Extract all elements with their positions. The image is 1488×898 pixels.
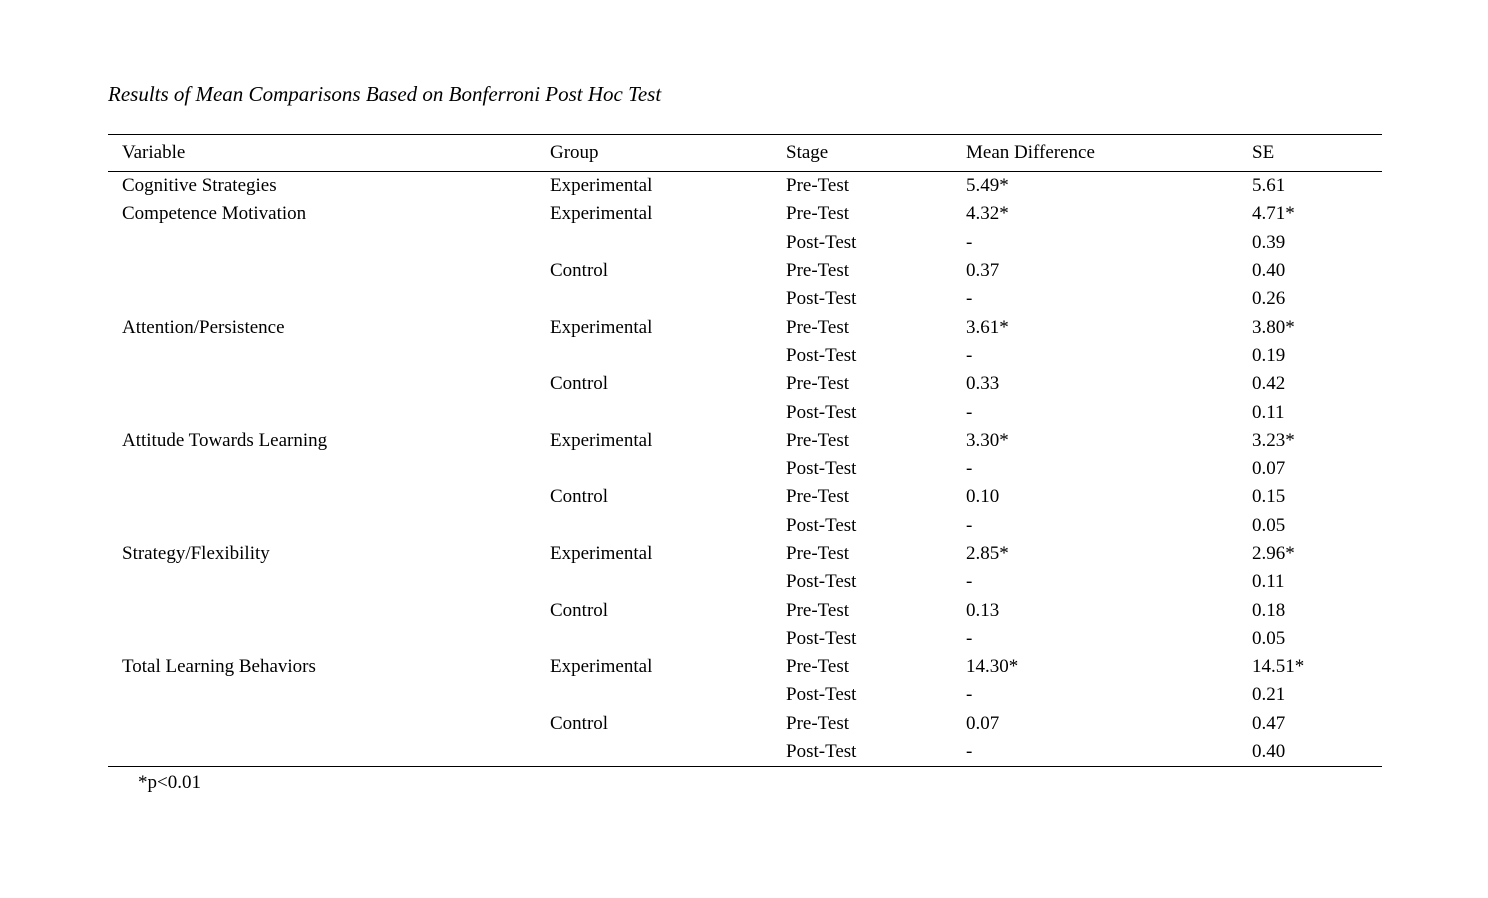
cell-group: Experimental <box>550 656 653 678</box>
table-row <box>108 398 1382 426</box>
cell-group <box>550 455 786 483</box>
cell-mean-difference: 3.30* <box>966 429 1009 451</box>
cell-group: Control <box>550 599 609 621</box>
cell-mean-difference: - <box>966 627 973 649</box>
column-header-mean-difference: Mean Difference <box>966 142 1095 163</box>
cell-group: Experimental <box>550 203 653 225</box>
cell-stage: Pre-Test <box>786 175 850 197</box>
table-row <box>108 596 1382 624</box>
cell-mean-difference: - <box>966 741 973 763</box>
cell-se: 0.26 <box>1252 288 1286 310</box>
cell-mean-difference: - <box>966 514 973 536</box>
cell-se: 3.23* <box>1252 429 1295 451</box>
cell-stage: Post-Test <box>786 401 857 423</box>
cell-variable: Cognitive Strategies <box>122 175 277 197</box>
table-row <box>108 512 1382 540</box>
cell-group <box>550 342 786 370</box>
cell-stage: Pre-Test <box>786 316 850 338</box>
cell-group <box>550 568 786 596</box>
cell-variable: Attention/Persistence <box>122 316 285 338</box>
cell-se: 0.05 <box>1252 514 1286 536</box>
column-header-variable: Variable <box>122 142 186 163</box>
results-table <box>108 134 1382 767</box>
cell-stage: Post-Test <box>786 231 857 253</box>
cell-variable <box>108 681 550 709</box>
table-row <box>108 229 1382 257</box>
table-row <box>108 285 1382 313</box>
cell-se: 2.96* <box>1252 543 1295 564</box>
cell-group: Experimental <box>550 543 653 564</box>
column-header-se: SE <box>1252 142 1275 163</box>
cell-se: 0.05 <box>1252 627 1286 649</box>
cell-group: Experimental <box>550 316 653 338</box>
cell-stage: Pre-Test <box>786 599 850 621</box>
table-row <box>108 342 1382 370</box>
table-row <box>108 568 1382 596</box>
column-header-group: Group <box>550 142 599 163</box>
cell-group <box>550 625 786 653</box>
cell-mean-difference: 2.85* <box>966 543 1009 564</box>
cell-group <box>550 738 786 767</box>
cell-group: Control <box>550 486 609 508</box>
cell-mean-difference: - <box>966 344 973 366</box>
table-row <box>108 313 1382 341</box>
table-row <box>108 625 1382 653</box>
cell-variable <box>108 342 550 370</box>
cell-variable <box>108 483 550 511</box>
cell-se: 0.47 <box>1252 712 1286 734</box>
cell-variable <box>108 738 550 767</box>
cell-group <box>550 512 786 540</box>
results-table-container <box>108 134 1382 767</box>
cell-stage: Post-Test <box>786 288 857 310</box>
cell-stage: Pre-Test <box>786 429 850 451</box>
cell-se: 0.15 <box>1252 486 1286 508</box>
cell-se: 0.39 <box>1252 231 1286 253</box>
cell-variable <box>108 710 550 738</box>
table-row <box>108 710 1382 738</box>
cell-se: 0.40 <box>1252 741 1286 763</box>
column-header-stage: Stage <box>786 142 829 163</box>
cell-mean-difference: 4.32* <box>966 203 1009 225</box>
cell-mean-difference: - <box>966 571 973 593</box>
cell-group: Control <box>550 260 609 282</box>
cell-group <box>550 285 786 313</box>
table-row <box>108 200 1382 228</box>
cell-se: 0.07 <box>1252 458 1286 480</box>
cell-variable <box>108 398 550 426</box>
table-row <box>108 370 1382 398</box>
cell-variable <box>108 285 550 313</box>
cell-se: 14.51* <box>1252 656 1305 678</box>
cell-variable <box>108 568 550 596</box>
table-row <box>108 257 1382 285</box>
table-body <box>108 172 1382 767</box>
cell-variable <box>108 625 550 653</box>
cell-mean-difference: - <box>966 401 973 423</box>
cell-variable <box>108 229 550 257</box>
cell-mean-difference: 14.30* <box>966 656 1019 678</box>
cell-se: 0.42 <box>1252 373 1286 395</box>
cell-se: 0.21 <box>1252 684 1286 706</box>
cell-stage: Post-Test <box>786 344 857 366</box>
cell-variable <box>108 512 550 540</box>
cell-variable <box>108 257 550 285</box>
cell-stage: Pre-Test <box>786 373 850 395</box>
cell-mean-difference: 0.07 <box>966 712 1000 734</box>
cell-stage: Pre-Test <box>786 543 850 564</box>
cell-mean-difference: 5.49* <box>966 175 1009 197</box>
cell-mean-difference: - <box>966 231 973 253</box>
cell-stage: Post-Test <box>786 514 857 536</box>
table-row <box>108 540 1382 568</box>
cell-se: 4.71* <box>1252 203 1295 225</box>
cell-group: Experimental <box>550 429 653 451</box>
cell-stage: Post-Test <box>786 458 857 480</box>
table-row <box>108 455 1382 483</box>
footnote: *p<0.01 <box>138 772 201 793</box>
table-row <box>108 738 1382 767</box>
cell-stage: Post-Test <box>786 741 857 763</box>
table-title: Results of Mean Comparisons Based on Bonferroni Post Hoc Test <box>108 82 662 106</box>
cell-mean-difference: 0.10 <box>966 486 1000 508</box>
cell-variable: Total Learning Behaviors <box>122 656 316 678</box>
cell-se: 0.11 <box>1252 571 1285 593</box>
cell-stage: Post-Test <box>786 627 857 649</box>
cell-stage: Pre-Test <box>786 486 850 508</box>
cell-stage: Pre-Test <box>786 203 850 225</box>
table-header-row <box>108 135 1382 172</box>
cell-group <box>550 398 786 426</box>
cell-variable: Competence Motivation <box>122 203 307 225</box>
cell-se: 0.18 <box>1252 599 1286 621</box>
table-row <box>108 427 1382 455</box>
cell-group: Control <box>550 712 609 734</box>
cell-se: 0.19 <box>1252 344 1286 366</box>
cell-mean-difference: - <box>966 684 973 706</box>
cell-se: 3.80* <box>1252 316 1295 338</box>
table-row <box>108 483 1382 511</box>
cell-mean-difference: 0.13 <box>966 599 1000 621</box>
cell-variable: Strategy/Flexibility <box>122 543 270 564</box>
cell-stage: Post-Test <box>786 684 857 706</box>
cell-se: 0.11 <box>1252 401 1285 423</box>
cell-stage: Pre-Test <box>786 712 850 734</box>
cell-variable <box>108 455 550 483</box>
cell-mean-difference: - <box>966 458 973 480</box>
cell-stage: Post-Test <box>786 571 857 593</box>
cell-group: Control <box>550 373 609 395</box>
cell-mean-difference: 0.37 <box>966 260 1000 282</box>
table-row <box>108 653 1382 681</box>
cell-variable <box>108 370 550 398</box>
cell-stage: Pre-Test <box>786 260 850 282</box>
cell-se: 5.61 <box>1252 175 1286 197</box>
cell-group: Experimental <box>550 175 653 197</box>
cell-mean-difference: 3.61* <box>966 316 1009 338</box>
cell-stage: Pre-Test <box>786 656 850 678</box>
table-row <box>108 172 1382 201</box>
cell-group <box>550 229 786 257</box>
table-row <box>108 681 1382 709</box>
cell-group <box>550 681 786 709</box>
cell-mean-difference: - <box>966 288 973 310</box>
cell-variable <box>108 596 550 624</box>
cell-variable: Attitude Towards Learning <box>122 429 328 451</box>
cell-mean-difference: 0.33 <box>966 373 1000 395</box>
cell-se: 0.40 <box>1252 260 1286 282</box>
